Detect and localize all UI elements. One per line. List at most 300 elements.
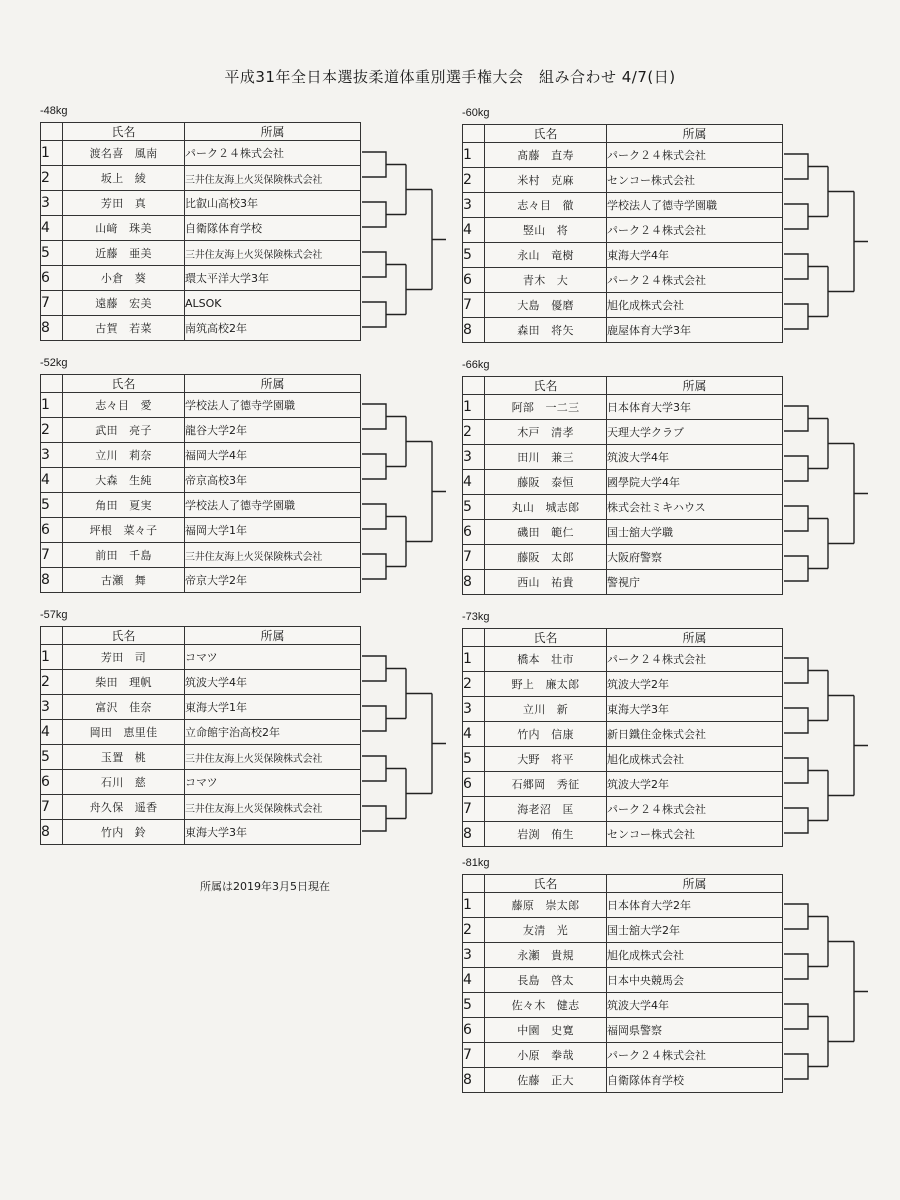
weight-category-label: -57kg [40,609,68,621]
athlete-name: 長島 啓太 [485,968,607,993]
header-number [41,375,63,393]
athlete-name: 渡名喜 風南 [63,141,185,166]
athlete-affiliation: 筑波大学4年 [185,670,361,695]
table-row [41,543,361,568]
table-row [463,168,783,193]
entry-table [462,376,783,595]
athlete-affiliation: 学校法人了德寺学園職 [185,393,361,418]
bracket-round1-line [784,954,828,979]
table-row [41,266,361,291]
header-name: 氏名 [63,123,185,141]
bracket-round1-line [362,152,406,177]
athlete-affiliation: 國學院大学4年 [607,470,783,495]
athlete-name: 磯田 範仁 [485,520,607,545]
table-row [41,291,361,316]
athlete-affiliation: 旭化成株式会社 [607,747,783,772]
entry-number: 3 [463,193,485,218]
table-row [41,770,361,795]
athlete-affiliation: 福岡県警察 [607,1018,783,1043]
entry-number: 1 [463,143,485,168]
athlete-name: 佐藤 正大 [485,1068,607,1093]
table-header-row [41,375,361,393]
table-row [463,968,783,993]
entry-number: 2 [463,672,485,697]
table-row [463,293,783,318]
entry-number: 4 [41,720,63,745]
table-row [41,518,361,543]
entry-table [462,124,783,343]
athlete-affiliation: 大阪府警察 [607,545,783,570]
table-row [41,393,361,418]
athlete-name: 山﨑 珠美 [63,216,185,241]
table-row [41,141,361,166]
athlete-affiliation: 筑波大学4年 [607,993,783,1018]
entry-number: 5 [41,493,63,518]
entry-number: 8 [463,318,485,343]
athlete-name: 大野 将平 [485,747,607,772]
table-row [463,545,783,570]
bracket-final-line [854,444,868,544]
table-row [463,772,783,797]
header-affiliation: 所属 [607,125,783,143]
bracket-semifinal-line [828,671,854,721]
athlete-affiliation: 旭化成株式会社 [607,943,783,968]
entry-number: 8 [41,316,63,341]
table-header-row [463,377,783,395]
entry-number: 3 [463,445,485,470]
athlete-affiliation: 三井住友海上火災保険株式会社 [185,166,361,191]
bracket-semifinal-line [828,519,854,569]
table-row [41,418,361,443]
table-row [41,166,361,191]
athlete-affiliation: 東海大学4年 [607,243,783,268]
bracket-round1-line [362,252,406,277]
athlete-affiliation: 学校法人了德寺学園職 [185,493,361,518]
tournament-bracket [784,628,874,849]
bracket-round1-line [362,202,406,227]
athlete-name: 永山 竜樹 [485,243,607,268]
entry-number: 8 [463,822,485,847]
bracket-round1-line [784,304,828,329]
table-row [463,143,783,168]
entry-number: 8 [41,568,63,593]
athlete-affiliation: ALSOK [185,291,361,316]
bracket-final-line [854,696,868,796]
entry-number: 1 [41,645,63,670]
table-row [463,520,783,545]
athlete-affiliation: 帝京大学2年 [185,568,361,593]
header-name: 氏名 [485,125,607,143]
table-row [463,1068,783,1093]
bracket-round1-line [362,756,406,781]
athlete-affiliation: 筑波大学4年 [607,445,783,470]
athlete-affiliation: コマツ [185,645,361,670]
bracket-final-line [854,192,868,292]
athlete-name: 藤阪 泰恒 [485,470,607,495]
table-row [463,697,783,722]
table-row [41,670,361,695]
bracket-round1-line [784,204,828,229]
athlete-affiliation: 学校法人了德寺学園職 [607,193,783,218]
entry-number: 7 [463,293,485,318]
athlete-affiliation: 三井住友海上火災保険株式会社 [185,543,361,568]
table-row [463,722,783,747]
athlete-affiliation: パーク２４株式会社 [607,1043,783,1068]
bracket-round1-line [784,808,828,833]
athlete-name: 芳田 真 [63,191,185,216]
tournament-bracket [784,874,874,1095]
athlete-affiliation: 日本中央競馬会 [607,968,783,993]
bracket-semifinal-line [828,1017,854,1067]
athlete-affiliation: 新日鐵住金株式会社 [607,722,783,747]
tournament-bracket [362,626,452,847]
entry-number: 7 [463,1043,485,1068]
entry-number: 4 [463,218,485,243]
header-affiliation: 所属 [607,629,783,647]
athlete-affiliation: パーク２４株式会社 [607,218,783,243]
bracket-final-line [432,190,446,290]
athlete-affiliation: パーク２４株式会社 [607,797,783,822]
athlete-name: 木戸 清孝 [485,420,607,445]
header-number [41,627,63,645]
bracket-semifinal-line [406,769,432,819]
athlete-name: 遠藤 宏美 [63,291,185,316]
table-row [463,747,783,772]
athlete-name: 立川 新 [485,697,607,722]
bracket-round1-line [362,554,406,579]
table-row [463,570,783,595]
entry-number: 5 [463,747,485,772]
bracket-final-line [432,694,446,794]
athlete-name: 丸山 城志郎 [485,495,607,520]
entry-number: 1 [463,893,485,918]
entry-number: 6 [463,520,485,545]
entry-number: 6 [463,268,485,293]
athlete-affiliation: 三井住友海上火災保険株式会社 [185,745,361,770]
bracket-round1-line [784,154,828,179]
entry-number: 1 [41,393,63,418]
athlete-name: 青木 大 [485,268,607,293]
table-row [463,470,783,495]
table-row [41,695,361,720]
table-row [463,918,783,943]
bracket-round1-line [784,708,828,733]
athlete-affiliation: 天理大学クラブ [607,420,783,445]
bracket-round1-line [784,904,828,929]
athlete-name: 柴田 理帆 [63,670,185,695]
entry-table [40,374,361,593]
table-row [463,647,783,672]
athlete-name: 友清 光 [485,918,607,943]
bracket-semifinal-line [828,267,854,317]
athlete-name: 森田 将矢 [485,318,607,343]
athlete-name: 小倉 葵 [63,266,185,291]
athlete-affiliation: 筑波大学2年 [607,772,783,797]
athlete-name: 石川 慈 [63,770,185,795]
bracket-semifinal-line [828,771,854,821]
entry-table [40,626,361,845]
bracket-round1-line [362,656,406,681]
athlete-name: 芳田 司 [63,645,185,670]
header-name: 氏名 [485,629,607,647]
bracket-round1-line [362,454,406,479]
table-row [463,243,783,268]
entry-number: 4 [41,468,63,493]
table-header-row [41,627,361,645]
bracket-semifinal-line [406,417,432,467]
table-row [41,645,361,670]
entry-number: 6 [463,772,485,797]
athlete-affiliation: 旭化成株式会社 [607,293,783,318]
table-row [41,820,361,845]
athlete-affiliation: パーク２４株式会社 [607,647,783,672]
bracket-semifinal-line [406,517,432,567]
athlete-name: 髙藤 直寿 [485,143,607,168]
table-row [463,943,783,968]
table-row [463,193,783,218]
entry-table [462,628,783,847]
athlete-name: 立川 莉奈 [63,443,185,468]
header-affiliation: 所属 [185,123,361,141]
entry-number: 1 [463,395,485,420]
athlete-name: 西山 祐貴 [485,570,607,595]
entry-number: 3 [41,443,63,468]
athlete-name: 岡田 恵里佳 [63,720,185,745]
table-row [41,493,361,518]
entry-number: 5 [41,745,63,770]
tournament-bracket [784,376,874,597]
weight-category-label: -52kg [40,357,68,369]
header-affiliation: 所属 [607,875,783,893]
entry-table [40,122,361,341]
bracket-round1-line [784,658,828,683]
entry-number: 5 [463,243,485,268]
table-header-row [463,125,783,143]
table-header-row [463,875,783,893]
table-row [41,191,361,216]
athlete-name: 竹内 鈴 [63,820,185,845]
athlete-affiliation: 日本体育大学3年 [607,395,783,420]
athlete-affiliation: 筑波大学2年 [607,672,783,697]
table-row [463,993,783,1018]
bracket-round1-line [784,406,828,431]
header-affiliation: 所属 [185,375,361,393]
table-row [463,672,783,697]
athlete-affiliation: 立命館宇治高校2年 [185,720,361,745]
entry-number: 3 [41,191,63,216]
bracket-round1-line [362,806,406,831]
entry-number: 7 [41,543,63,568]
athlete-affiliation: 福岡大学1年 [185,518,361,543]
header-number [463,629,485,647]
athlete-affiliation: 比叡山高校3年 [185,191,361,216]
athlete-name: 古賀 若菜 [63,316,185,341]
bracket-round1-line [784,456,828,481]
athlete-name: 角田 夏実 [63,493,185,518]
athlete-name: 坪根 菜々子 [63,518,185,543]
header-name: 氏名 [63,375,185,393]
entry-number: 7 [463,545,485,570]
table-row [41,216,361,241]
header-name: 氏名 [485,377,607,395]
header-name: 氏名 [63,627,185,645]
entry-number: 8 [463,570,485,595]
entry-number: 5 [463,495,485,520]
athlete-name: 岩渕 侑生 [485,822,607,847]
table-row [463,893,783,918]
athlete-affiliation: 南筑高校2年 [185,316,361,341]
weight-category-label: -66kg [462,359,490,371]
entry-table [462,874,783,1093]
athlete-name: 大島 優磨 [485,293,607,318]
athlete-affiliation: センコー株式会社 [607,822,783,847]
athlete-affiliation: コマツ [185,770,361,795]
page-title: 平成31年全日本選抜柔道体重別選手権大会 組み合わせ 4/7(日) [224,68,676,86]
athlete-affiliation: 日本体育大学2年 [607,893,783,918]
athlete-name: 田川 兼三 [485,445,607,470]
entry-number: 3 [463,697,485,722]
entry-number: 7 [463,797,485,822]
bracket-semifinal-line [828,917,854,967]
table-row [41,795,361,820]
athlete-name: 小原 拳哉 [485,1043,607,1068]
header-number [463,875,485,893]
bracket-semifinal-line [828,419,854,469]
athlete-name: 竹内 信康 [485,722,607,747]
entry-number: 8 [463,1068,485,1093]
bracket-final-line [432,442,446,542]
entry-number: 4 [463,968,485,993]
athlete-affiliation: 三井住友海上火災保険株式会社 [185,795,361,820]
bracket-round1-line [784,556,828,581]
athlete-name: 富沢 佳奈 [63,695,185,720]
entry-number: 2 [463,420,485,445]
athlete-affiliation: 三井住友海上火災保険株式会社 [185,241,361,266]
table-row [41,468,361,493]
athlete-name: 永瀬 貴規 [485,943,607,968]
entry-number: 2 [41,418,63,443]
table-row [463,495,783,520]
entry-number: 2 [41,670,63,695]
athlete-name: 坂上 綾 [63,166,185,191]
table-row [463,395,783,420]
athlete-affiliation: パーク２４株式会社 [607,268,783,293]
athlete-name: 佐々木 健志 [485,993,607,1018]
athlete-name: 米村 克麻 [485,168,607,193]
athlete-affiliation: 国士舘大学職 [607,520,783,545]
athlete-name: 志々目 愛 [63,393,185,418]
tournament-bracket [362,122,452,343]
table-row [463,797,783,822]
table-row [463,420,783,445]
athlete-affiliation: 自衛隊体育学校 [185,216,361,241]
athlete-name: 中園 史寛 [485,1018,607,1043]
bracket-semifinal-line [828,167,854,217]
entry-number: 5 [463,993,485,1018]
bracket-semifinal-line [406,165,432,215]
table-row [41,316,361,341]
athlete-affiliation: 自衛隊体育学校 [607,1068,783,1093]
table-row [463,1018,783,1043]
athlete-name: 海老沼 匡 [485,797,607,822]
header-number [463,125,485,143]
athlete-name: 藤阪 太郎 [485,545,607,570]
athlete-affiliation: 株式会社ミキハウス [607,495,783,520]
athlete-name: 志々目 徹 [485,193,607,218]
athlete-name: 古瀬 舞 [63,568,185,593]
tournament-bracket [784,124,874,345]
entry-number: 6 [41,770,63,795]
entry-number: 1 [41,141,63,166]
athlete-name: 大森 生純 [63,468,185,493]
athlete-affiliation: 国士舘大学2年 [607,918,783,943]
table-row [463,822,783,847]
athlete-name: 野上 廉太郎 [485,672,607,697]
bracket-round1-line [784,506,828,531]
bracket-round1-line [784,758,828,783]
bracket-round1-line [362,706,406,731]
table-row [463,318,783,343]
footnote: 所属は2019年3月5日現在 [200,880,330,893]
entry-number: 3 [41,695,63,720]
weight-category-label: -81kg [462,857,490,869]
athlete-affiliation: 福岡大学4年 [185,443,361,468]
entry-number: 4 [463,722,485,747]
entry-number: 2 [463,918,485,943]
bracket-round1-line [784,1004,828,1029]
table-header-row [41,123,361,141]
table-row [41,568,361,593]
entry-number: 1 [463,647,485,672]
entry-number: 7 [41,291,63,316]
athlete-affiliation: 東海大学3年 [185,820,361,845]
athlete-affiliation: パーク２４株式会社 [607,143,783,168]
table-row [463,445,783,470]
athlete-affiliation: 環太平洋大学3年 [185,266,361,291]
entry-number: 6 [463,1018,485,1043]
athlete-affiliation: センコー株式会社 [607,168,783,193]
table-row [41,443,361,468]
athlete-name: 藤原 崇太郎 [485,893,607,918]
athlete-affiliation: 鹿屋体育大学3年 [607,318,783,343]
athlete-affiliation: 龍谷大学2年 [185,418,361,443]
table-header-row [463,629,783,647]
table-row [41,720,361,745]
tournament-bracket [362,374,452,595]
entry-number: 2 [41,166,63,191]
entry-number: 2 [463,168,485,193]
bracket-round1-line [784,1054,828,1079]
bracket-round1-line [784,254,828,279]
table-row [41,745,361,770]
entry-number: 5 [41,241,63,266]
entry-number: 4 [41,216,63,241]
header-affiliation: 所属 [607,377,783,395]
bracket-round1-line [362,504,406,529]
weight-category-label: -48kg [40,105,68,117]
bracket-round1-line [362,302,406,327]
bracket-semifinal-line [406,265,432,315]
bracket-semifinal-line [406,669,432,719]
entry-number: 6 [41,266,63,291]
weight-category-label: -73kg [462,611,490,623]
athlete-name: 前田 千島 [63,543,185,568]
weight-category-label: -60kg [462,107,490,119]
table-row [41,241,361,266]
entry-number: 6 [41,518,63,543]
athlete-name: 阿部 一二三 [485,395,607,420]
header-name: 氏名 [485,875,607,893]
